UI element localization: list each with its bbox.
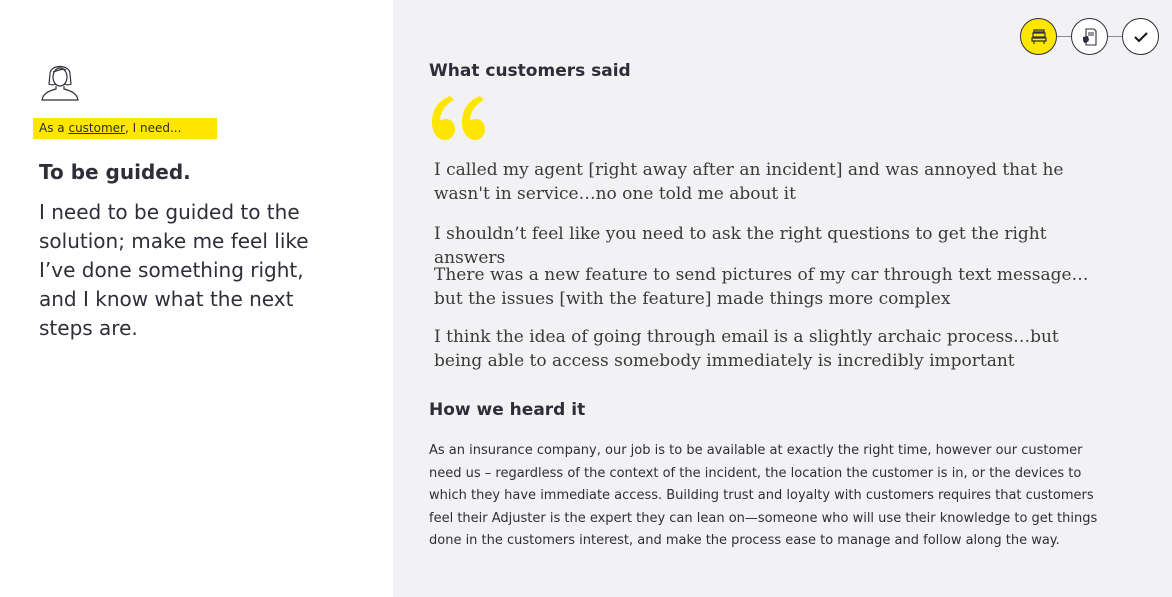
car-seat-icon xyxy=(1029,27,1049,47)
quote-1: I called my agent [right away after an incident] and was annoyed that he wasn't in service…no one told me about it xyxy=(434,160,1064,204)
document-shield-icon xyxy=(1080,27,1100,47)
step-connector xyxy=(1108,36,1122,37)
step-2-button[interactable] xyxy=(1071,18,1108,55)
quote-3: There was a new feature to send pictures of my car through text message…but the issues [with the feature] made things more complex xyxy=(434,265,1089,309)
quote-mark-icon xyxy=(430,96,490,142)
step-1-button[interactable] xyxy=(1020,18,1057,55)
need-title: To be guided. xyxy=(39,160,191,184)
step-3-button[interactable] xyxy=(1122,18,1159,55)
tag-prefix: As a xyxy=(39,121,65,135)
need-description: I need to be guided to the solution; make me feel like I’ve done something right, and I know what the next steps are. xyxy=(39,200,309,340)
quote-4: I think the idea of going through email is a slightly archaic process…but being able to access somebody immediately is incredibly important xyxy=(434,327,1059,371)
person-outline-icon xyxy=(40,58,80,102)
persona-tag xyxy=(33,118,217,139)
heard-it-heading: How we heard it xyxy=(429,400,586,420)
heard-it-body: As an insurance company, our job is to be available at exactly the right time, however our customer need us – regardless of the context of the incident, the location the customer is in, or the devices to which they have immediate access. Building trust and loyalty with customers requires that customers feel their Adjuster is the expert they can lean on—someone who will use their knowledge to get things done in the customers interest, and make the process ease to manage and follow along the way. xyxy=(429,443,1098,548)
tag-role: customer xyxy=(68,121,125,135)
persona-panel xyxy=(0,0,393,597)
progress-steps xyxy=(1020,18,1160,56)
tag-suffix: , I need... xyxy=(124,121,182,135)
step-connector xyxy=(1057,36,1071,37)
checkmark-icon xyxy=(1131,27,1151,47)
quote-2: I shouldn’t feel like you need to ask the right questions to get the right answers xyxy=(434,224,1047,268)
customers-said-heading: What customers said xyxy=(429,61,631,81)
